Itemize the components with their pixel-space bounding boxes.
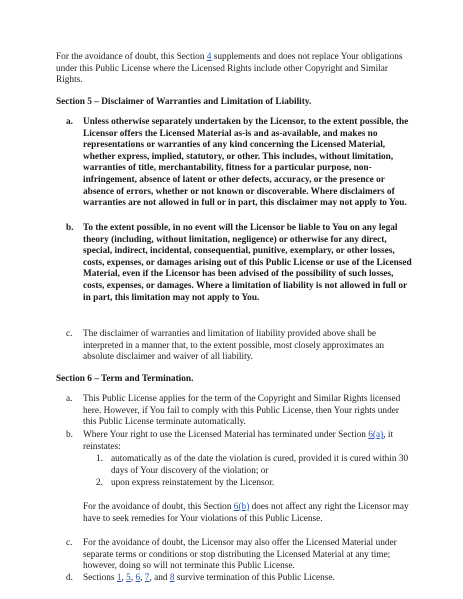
section-6-item-c: For the avoidance of doubt, the Licensor may also offer the Licensed Material under separate terms or conditions or stop distributing the Licensed Material at any time; however, doing so will not terminate this Public License. (83, 538, 397, 572)
section-5-c-marker: c. (66, 329, 73, 339)
section-6-d-separator: , (121, 573, 127, 583)
section-6-c-marker: c. (66, 538, 73, 548)
intro-text-after: supplements and does not replace Your obligations under this Public License where the Licensed Rights include other Copyright and Similar Rights. (56, 52, 403, 86)
section-6-b-subitem-2: upon express reinstatement by the Licensor. (111, 478, 275, 488)
section-6-b-text-after: , it reinstates: (83, 430, 394, 452)
section-6-d-text-before: Sections (83, 573, 117, 583)
section-6-b-1-marker: 1. (96, 454, 103, 464)
section-6-d-marker: d. (66, 573, 73, 583)
section-1-link[interactable]: 1 (116, 573, 122, 583)
section-6-b-text-before: Where Your right to use the Licensed Material has terminated under Section (83, 430, 369, 440)
section-6-heading: Section 6 – Term and Termination. (56, 374, 194, 384)
section-6-link[interactable]: 6 (135, 573, 141, 583)
section-5-b-marker: b. (66, 223, 74, 233)
section-6-b-2-marker: 2. (96, 478, 103, 488)
section-6-item-d (83, 573, 413, 585)
section-5-item-a: Unless otherwise separately undertaken by the Licensor, to the extent possible, the Licensor offers the Licensed Material as-is and as-available, and makes no representations or warranties of any kind concerning the Licensed Material, whether express, implied, statutory, or other. This includes, without limitation, warranties of title, merchantability, fitness for a particular purpose, non-infringement, absence of latent or other defects, accuracy, or the presence or absence of errors, whether or not known or discoverable. Where disclaimers of warranties are not allowed in full or in part, this disclaimer may not apply to You. (83, 117, 409, 209)
section-5-link[interactable]: 5 (126, 573, 131, 583)
intro-text-before: For the avoidance of doubt, this Section (56, 52, 207, 62)
section-6-b-note-after: does not affect any right the Licensor may have to seek remedies for Your violations of this Public License. (83, 502, 409, 524)
section-6a-link[interactable]: 6(a) (368, 430, 384, 440)
section-6-b-subitem-1: automatically as of the date the violation is cured, provided it is cured within 30 days of Your discovery of the violation; or (111, 454, 409, 476)
section-6-b-note-before: For the avoidance of doubt, this Section (83, 502, 234, 512)
section-6-d-separator: , (130, 573, 136, 583)
section-7-link[interactable]: 7 (144, 573, 150, 583)
section-5-a-marker: a. (66, 117, 73, 127)
section-6b-link[interactable]: 6(b) (233, 502, 250, 512)
section-6-b-note (83, 502, 413, 525)
section-6-d-separator-last: , and (149, 573, 170, 583)
section-6-d-separator: , (140, 573, 145, 583)
section-6-d-text-after: survive termination of this Public License. (174, 573, 335, 583)
intro-paragraph (56, 52, 416, 87)
section-5-heading: Section 5 – Disclaimer of Warranties and Limitation of Liability. (56, 97, 312, 107)
section-6-a-marker: a. (66, 394, 73, 404)
section-6-b-marker: b. (66, 430, 73, 440)
section-6-item-b (83, 430, 413, 453)
section-5-item-b: To the extent possible, in no event will the Licensor be liable to You on any legal theory (including, without limitation, negligence) or otherwise for any direct, special, indirect, incidental, consequential, punitive, exemplary, or other losses, costs, expenses, or damages arising out of this Public License or use of the Licensed Material, even if the Licensor has been advised of the possibility of such losses, costs, expenses, or damages. Where a limitation of liability is not allowed in full or in part, this limitation may not apply to You. (83, 223, 412, 303)
section-8-link[interactable]: 8 (169, 573, 175, 583)
section-4-link[interactable]: 4 (206, 52, 212, 62)
section-6-item-a: This Public License applies for the term of the Copyright and Similar Rights licensed here. However, if You fail to comply with this Public License, then Your rights under this Public License terminate automatically. (83, 394, 401, 428)
section-5-item-c: The disclaimer of warranties and limitation of liability provided above shall be interpreted in a manner that, to the extent possible, most closely approximates an absolute disclaimer and waiver of all liability. (83, 329, 385, 363)
